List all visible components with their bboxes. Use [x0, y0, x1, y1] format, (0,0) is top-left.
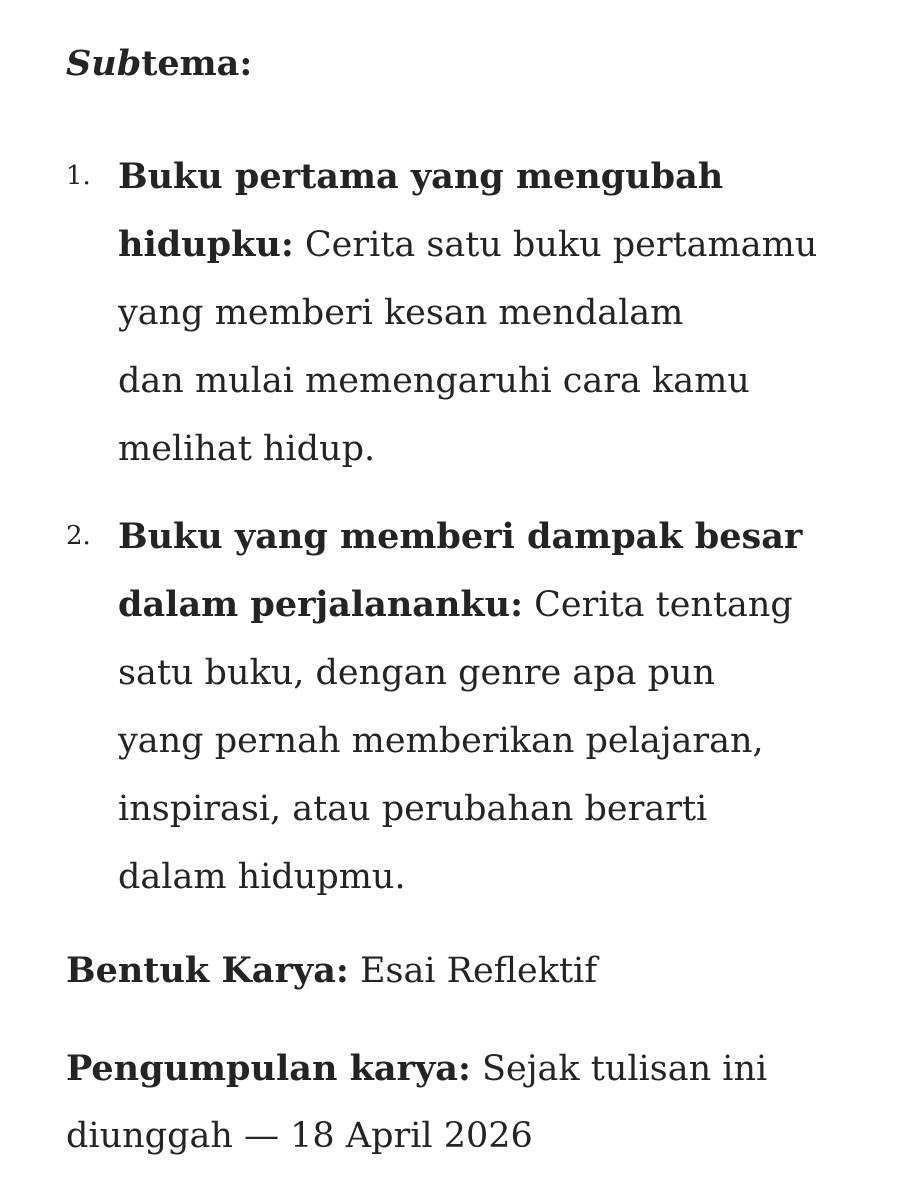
pengumpulan-label: Pengumpulan karya: [66, 1048, 471, 1089]
subtema-italic: Sub [66, 43, 142, 84]
list-item [66, 503, 876, 911]
item-text: inspirasi, atau perubahan berarti [118, 789, 708, 829]
item-text: satu buku, dengan genre apa pun [118, 653, 716, 693]
item-text: yang memberi kesan mendalam [118, 293, 684, 333]
bentuk-label: Bentuk Karya: [66, 950, 349, 991]
item-bold: hidupku: [118, 224, 294, 265]
item-text: Cerita tentang [523, 585, 793, 625]
list-number: 1. [66, 161, 91, 191]
item-line [118, 347, 876, 415]
item-line [118, 571, 876, 639]
item-text: yang pernah memberikan pelajaran, [118, 721, 764, 761]
bentuk-line [66, 937, 876, 1005]
item-line [118, 279, 876, 347]
item-bold: Buku yang memberi dampak besar [118, 516, 803, 557]
list-item-body [118, 503, 876, 911]
item-line [118, 211, 876, 279]
bentuk-karya [66, 937, 876, 1005]
item-text: melihat hidup. [118, 429, 376, 469]
item-line [118, 503, 876, 571]
item-bold: Buku pertama yang mengubah [118, 156, 724, 197]
subtema-rest: tema: [141, 43, 253, 84]
item-line [118, 843, 876, 911]
list-item [66, 143, 876, 483]
list-item-body [118, 143, 876, 483]
item-line [118, 415, 876, 483]
item-text: dalam hidupmu. [118, 857, 406, 897]
subtema-heading [66, 30, 876, 97]
item-bold: dalam perjalananku: [118, 584, 524, 625]
item-line [118, 775, 876, 843]
bentuk-value: Esai Reflektif [348, 951, 598, 991]
item-line [118, 639, 876, 707]
item-line [118, 143, 876, 211]
pengumpulan-karya [66, 1035, 876, 1170]
subtema-list [66, 143, 876, 911]
pengumpulan-value-2: diunggah — 18 April 2026 [66, 1116, 533, 1156]
item-text: dan mulai memengaruhi cara kamu [118, 361, 750, 401]
pengumpulan-value-1: Sejak tulisan ini [470, 1049, 768, 1089]
item-text: Cerita satu buku pertamamu [293, 225, 818, 265]
pengumpulan-line-2 [66, 1103, 876, 1170]
list-number: 2. [66, 521, 91, 551]
item-line [118, 707, 876, 775]
pengumpulan-line-1 [66, 1035, 876, 1103]
